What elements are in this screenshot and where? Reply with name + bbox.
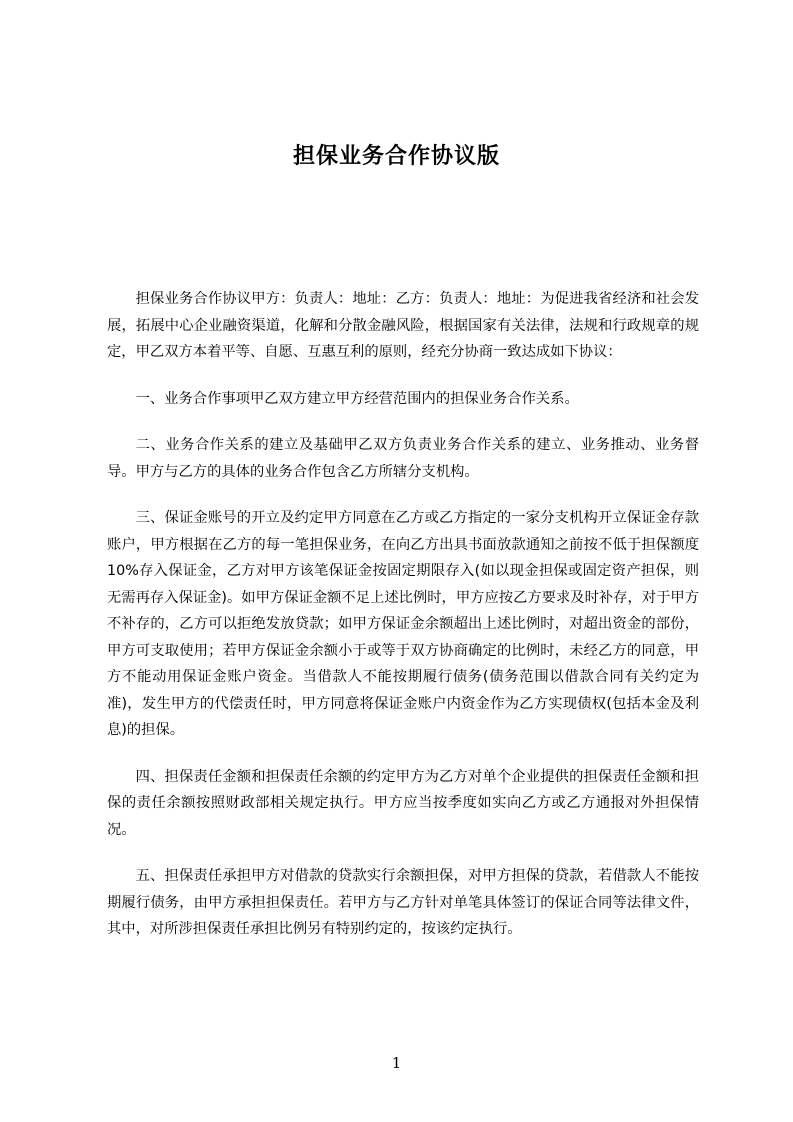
paragraph-preamble: 担保业务合作协议甲方：负责人：地址：乙方：负责人：地址：为促进我省经济和社会发展，拓展中心企业融资渠道，化解和分散金融风险，根据国家有关法律，法规和行政规章的规定，甲乙双方本着平等、自愿、互惠互利的原则，经充分协商一致达成如下协议：: [107, 291, 699, 360]
page-number: 1: [391, 1054, 402, 1072]
document-body: [107, 286, 699, 963]
paragraph-clause-3: 三、保证金账号的开立及约定甲方同意在乙方或乙方指定的一家分支机构开立保证金存款账户，甲方根据在乙方的每一笔担保业务，在向乙方出具书面放款通知之前按不低于担保额度10%存入保证金，乙方对甲方该笔保证金按固定期限存入(如以现金担保或固定资产担保，则无需再存入保证金)。如甲方保证金额不足上述比例时，甲方应按乙方要求及时补存，对于甲方不补存的，乙方可以拒绝发放贷款；如甲方保证金余额超出上述比例时，对超出资金的部份，甲方可支取使用；若甲方保证金余额小于或等于双方协商确定的比例时，未经乙方的同意，甲方不能动用保证金账户资金。当借款人不能按期履行债务(债务范围以借款合同有关约定为准)，发生甲方的代偿责任时，甲方同意将保证金账户内资金作为乙方实现债权(包括本金及利息)的担保。: [107, 510, 699, 738]
paragraph-clause-4: 四、担保责任金额和担保责任余额的约定甲方为乙方对单个企业提供的担保责任金额和担保的责任余额按照财政部相关规定执行。甲方应当按季度如实向乙方或乙方通报对外担保情况。: [107, 768, 699, 838]
paragraph-clause-2: 二、业务合作关系的建立及基础甲乙双方负责业务合作关系的建立、业务推动、业务督导。甲方与乙方的具体的业务合作包含乙方所辖分支机构。: [107, 437, 699, 480]
document-title: 担保业务合作协议版: [292, 144, 500, 169]
paragraph-clause-5: 五、担保责任承担甲方对借款的贷款实行余额担保，对甲方担保的贷款，若借款人不能按期履行债务，由甲方承担担保责任。若甲方与乙方针对单笔具体签订的保证合同等法律文件，其中，对所涉担保责任承担比例另有特别约定的，按该约定执行。: [107, 868, 699, 937]
paragraph-clause-1: 一、业务合作事项甲乙双方建立甲方经营范围内的担保业务合作关系。: [135, 390, 579, 407]
